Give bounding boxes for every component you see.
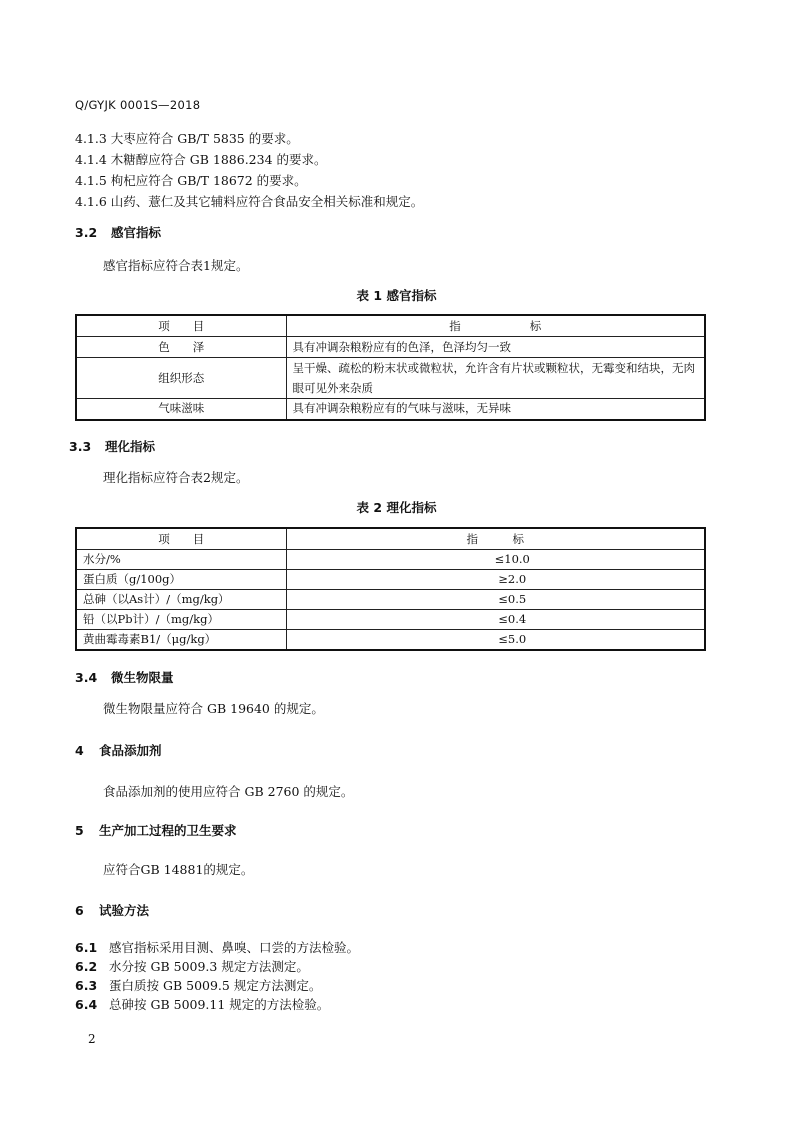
clause-number: 6.3 [75,978,98,993]
section-3-4-text: 微生物限量应符合 GB 19640 的规定。 [103,701,324,716]
section-3-3-heading [69,437,155,455]
item-cell: 铅（以Pb计）/（mg/kg） [76,610,286,630]
table2-physicochemical [75,527,706,651]
document-code: Q/GYJK 0001S—2018 [75,98,201,112]
section-title: 生产加工过程的卫生要求 [99,823,237,838]
value-cell: 具有冲调杂粮粉应有的色泽，色泽均匀一致 [286,337,705,358]
table-row [76,590,705,610]
table-row [76,570,705,590]
value-cell: ≤10.0 [286,550,705,570]
table-row [76,550,705,570]
section-title: 微生物限量 [111,670,174,685]
table-row [76,358,705,399]
section-number: 6 [75,903,84,918]
section-title: 感官指标 [111,225,162,240]
table-row [76,337,705,358]
clause-6-1 [75,938,359,956]
table-row [76,610,705,630]
page-number: 2 [88,1032,96,1046]
item-cell: 气味滋味 [76,399,286,420]
value-cell: ≤5.0 [286,630,705,650]
value-cell: 具有冲调杂粮粉应有的气味与滋味，无异味 [286,399,705,420]
section-title: 食品添加剂 [99,743,162,758]
section-title: 试验方法 [99,903,150,918]
clause-6-3 [75,976,321,994]
clause-4-1-6: 4.1.6 山药、薏仁及其它辅料应符合食品安全相关标准和规定。 [75,194,424,209]
section-number: 4 [75,743,84,758]
clause-4-1-3: 4.1.3 大枣应符合 GB/T 5835 的要求。 [75,131,299,146]
section-4-text: 食品添加剂的使用应符合 GB 2760 的规定。 [103,784,354,799]
section-3-2-heading [75,223,161,241]
col-header-item: 项 目 [76,315,286,337]
section-3-2-text: 感官指标应符合表1规定。 [103,258,249,273]
item-cell: 黄曲霉毒素B1/（μg/kg） [76,630,286,650]
clause-number: 6.1 [75,940,98,955]
item-cell: 水分/% [76,550,286,570]
clause-6-2 [75,957,309,975]
section-number: 3.4 [75,670,98,685]
table-header-row [76,315,705,337]
value-cell: ≥2.0 [286,570,705,590]
clause-number: 6.2 [75,959,98,974]
clause-text: 水分按 GB 5009.3 规定方法测定。 [109,959,309,974]
section-5-text: 应符合GB 14881的规定。 [103,862,254,877]
section-3-3-text: 理化指标应符合表2规定。 [103,470,249,485]
col-header-index: 指 标 [286,528,705,550]
col-header-item: 项 目 [76,528,286,550]
table-row [76,630,705,650]
section-number: 3.3 [69,439,92,454]
section-title: 理化指标 [105,439,156,454]
item-cell: 组织形态 [76,358,286,399]
clause-text: 总砷按 GB 5009.11 规定的方法检验。 [109,997,330,1012]
item-cell: 色 泽 [76,337,286,358]
table1-sensory [75,314,706,421]
section-4-heading [75,741,162,759]
clause-text: 感官指标采用目测、鼻嗅、口尝的方法检验。 [109,940,360,955]
clause-6-4 [75,995,329,1013]
clause-4-1-5: 4.1.5 枸杞应符合 GB/T 18672 的要求。 [75,173,307,188]
clause-text: 蛋白质按 GB 5009.5 规定方法测定。 [109,978,322,993]
value-cell: 呈干燥、疏松的粉末状或微粒状，允许含有片状或颗粒状，无霉变和结块，无肉眼可见外来杂质 [286,358,705,399]
table1-caption: 表 1 感官指标 [356,288,437,303]
table-header-row [76,528,705,550]
section-5-heading [75,821,237,839]
section-6-heading [75,901,149,919]
table2-caption: 表 2 理化指标 [356,500,437,515]
section-number: 5 [75,823,84,838]
section-number: 3.2 [75,225,98,240]
item-cell: 蛋白质（g/100g） [76,570,286,590]
table-row [76,399,705,420]
clause-4-1-4: 4.1.4 木糖醇应符合 GB 1886.234 的要求。 [75,152,327,167]
section-3-4-heading [75,668,174,686]
clause-number: 6.4 [75,997,98,1012]
item-cell: 总砷（以As计）/（mg/kg） [76,590,286,610]
value-cell: ≤0.4 [286,610,705,630]
value-cell: ≤0.5 [286,590,705,610]
col-header-index: 指 标 [286,315,705,337]
